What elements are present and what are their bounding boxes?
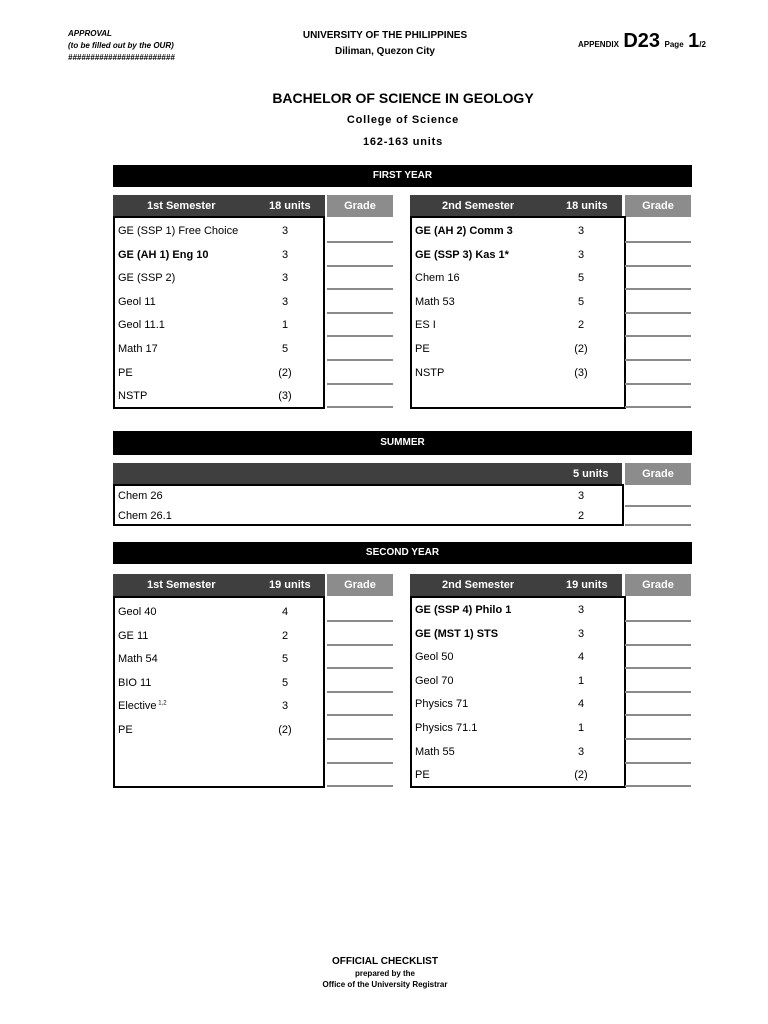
course-row (115, 602, 323, 626)
grade-header: Grade (625, 574, 691, 596)
grade-entry-line[interactable] (327, 406, 393, 408)
course-row (412, 339, 624, 363)
summer-box (113, 484, 624, 526)
grade-entry-line[interactable] (625, 785, 691, 787)
course-units: 2 (281, 629, 289, 642)
grade-entry-line[interactable] (327, 738, 393, 740)
sy-sem2-header (410, 574, 622, 596)
course-row (115, 386, 323, 410)
grade-entry-line[interactable] (327, 383, 393, 385)
course-row (412, 292, 624, 316)
course-row (115, 339, 323, 363)
fy-sem1-box (113, 216, 325, 409)
grade-entry-line[interactable] (625, 738, 691, 740)
course-units: 1 (577, 674, 585, 687)
grade-entry-line[interactable] (625, 620, 691, 622)
course-units: 1 (577, 722, 585, 734)
course-units: (2) (278, 366, 292, 379)
course-name: PE (118, 366, 133, 379)
semester-label: 1st Semester (147, 579, 216, 591)
appendix-code: D23 (623, 30, 661, 52)
course-units: 3 (577, 627, 585, 640)
course-row (412, 742, 624, 766)
course-row (115, 649, 323, 673)
course-row (115, 506, 622, 530)
course-row (412, 245, 624, 269)
course-row (412, 671, 624, 695)
university-heading (290, 28, 480, 60)
grade-header: Grade (625, 195, 691, 217)
course-name: Geol 50 (415, 651, 454, 664)
course-footnote: 1,2 (156, 700, 167, 707)
course-units: 4 (281, 606, 289, 618)
grade-entry-line[interactable] (625, 762, 691, 764)
course-row (115, 626, 323, 650)
semester-label: 1st Semester (147, 200, 216, 212)
course-name: NSTP (415, 366, 445, 379)
course-row (412, 268, 624, 292)
course-units: 3 (281, 225, 289, 237)
fy-sem2-header (410, 195, 622, 217)
course-name: GE (AH 2) Comm 3 (415, 225, 513, 237)
course-name: PE (415, 769, 430, 782)
fy-sem2-box (410, 216, 626, 409)
footer-line2: prepared by the (354, 969, 415, 978)
page-text: Page (664, 40, 684, 49)
sy-sem2-box (410, 596, 626, 788)
course-units: 5 (577, 272, 585, 285)
summer-band: SUMMER (113, 431, 692, 455)
sy-sem1-header (113, 574, 325, 596)
university-location: Diliman, Quezon City (334, 46, 435, 57)
university-name: UNIVERSITY OF THE PHILIPPINES (302, 30, 468, 41)
course-name: GE (SSP 4) Philo 1 (415, 604, 512, 616)
sy-sem1-box (113, 596, 325, 788)
course-row (412, 694, 624, 718)
grade-entry-line[interactable] (327, 335, 393, 337)
grade-entry-line[interactable] (625, 383, 691, 385)
grade-entry-line[interactable] (327, 691, 393, 693)
grade-entry-line[interactable] (327, 644, 393, 646)
course-name: Geol 11.1 (118, 319, 165, 332)
course-units: (3) (574, 366, 588, 379)
grade-entry-line[interactable] (625, 265, 691, 267)
course-name: Chem 26.1 (118, 510, 172, 522)
course-name: Chem 16 (415, 272, 460, 285)
summer-header (113, 463, 622, 485)
course-row (115, 221, 323, 245)
course-name: PE (118, 724, 133, 736)
course-units: 5 (281, 343, 289, 355)
footer (290, 956, 480, 989)
grade-entry-line[interactable] (327, 620, 393, 622)
grade-entry-line[interactable] (327, 762, 393, 764)
course-name: Geol 40 (118, 606, 157, 618)
course-units: 2 (577, 319, 585, 332)
grade-entry-line[interactable] (625, 667, 691, 669)
course-row (115, 696, 323, 720)
grade-entry-line[interactable] (625, 406, 691, 408)
course-row (412, 647, 624, 671)
course-units: 5 (281, 676, 289, 689)
grade-entry-line[interactable] (625, 714, 691, 716)
course-name: GE (SSP 3) Kas 1* (415, 248, 509, 261)
course-row (115, 268, 323, 292)
course-row (115, 673, 323, 697)
grade-entry-line[interactable] (625, 312, 691, 314)
course-row (412, 718, 624, 742)
grade-header: Grade (327, 574, 393, 596)
college-name: College of Science (346, 114, 460, 126)
page-number: 1 (688, 30, 700, 52)
course-units: 2 (577, 510, 585, 522)
grade-header: Grade (625, 463, 691, 485)
course-name: Physics 71.1 (415, 722, 478, 734)
grade-entry-line[interactable] (327, 714, 393, 716)
course-units: (2) (574, 343, 588, 355)
grade-entry-line[interactable] (625, 359, 691, 361)
course-name: Physics 71 (415, 698, 469, 711)
semester-units: 18 units (566, 200, 608, 212)
grade-entry-line[interactable] (625, 505, 691, 507)
course-row (412, 765, 624, 789)
course-units: 3 (577, 248, 585, 261)
grade-entry-line[interactable] (625, 241, 691, 243)
course-units: 3 (281, 272, 289, 285)
summer-units: 5 units (573, 468, 609, 480)
course-row (412, 363, 624, 387)
course-units: (2) (574, 769, 588, 782)
grade-entry-line[interactable] (327, 359, 393, 361)
fy-sem1-header (113, 195, 325, 217)
course-name: GE (AH 1) Eng 10 (118, 248, 209, 261)
grade-entry-line[interactable] (625, 335, 691, 337)
appendix-text: APPENDIX (578, 40, 619, 49)
semester-units: 19 units (269, 579, 311, 591)
course-name: ES I (415, 319, 436, 332)
course-name: BIO 11 (118, 676, 152, 689)
semester-units: 19 units (566, 579, 608, 591)
course-units: 3 (281, 700, 289, 713)
grade-entry-line[interactable] (625, 524, 691, 526)
course-row (412, 624, 624, 648)
semester-units: 18 units (269, 200, 311, 212)
course-row (412, 315, 624, 339)
approval-label: APPROVAL (68, 29, 112, 38)
grade-entry-line[interactable] (625, 288, 691, 290)
course-units: 4 (577, 698, 585, 711)
course-row (412, 600, 624, 624)
approval-instruction: (to be filled out by the OUR) (68, 41, 174, 50)
course-row (412, 221, 624, 245)
course-row (115, 363, 323, 387)
course-name: NSTP (118, 390, 148, 403)
course-name: Geol 11 (118, 295, 156, 308)
second-year-band: SECOND YEAR (113, 542, 692, 564)
course-units: 1 (281, 319, 289, 332)
course-name: Math 17 (118, 343, 158, 355)
course-name: GE (MST 1) STS (415, 627, 499, 640)
grade-entry-line[interactable] (327, 288, 393, 290)
footer-line3: Office of the University Registrar (322, 980, 448, 989)
grade-entry-line[interactable] (327, 265, 393, 267)
semester-label: 2nd Semester (442, 579, 515, 591)
course-name: Geol 70 (415, 674, 454, 687)
course-units: 5 (281, 653, 289, 666)
course-name: GE 11 (118, 629, 149, 642)
program-title: BACHELOR OF SCIENCE IN GEOLOGY (272, 90, 534, 106)
course-name: Math 54 (118, 653, 158, 666)
course-units: 5 (577, 295, 585, 308)
course-units: 3 (577, 490, 585, 502)
course-name: GE (SSP 2) (118, 272, 176, 285)
grade-entry-line[interactable] (327, 312, 393, 314)
course-units: (2) (278, 724, 292, 736)
course-name: PE (415, 343, 430, 355)
course-row (115, 292, 323, 316)
course-name: GE (SSP 1) Free Choice (118, 225, 239, 237)
course-units: 3 (577, 745, 585, 758)
grade-entry-line[interactable] (625, 644, 691, 646)
course-units: 3 (577, 225, 585, 237)
first-year-band: FIRST YEAR (113, 165, 692, 187)
course-name: Chem 26 (118, 490, 163, 502)
course-name: Math 53 (415, 295, 455, 308)
course-units: 3 (281, 248, 289, 261)
total-units: 162-163 units (362, 136, 444, 148)
course-units: (3) (278, 390, 292, 403)
course-row (115, 315, 323, 339)
course-row (115, 245, 323, 269)
approval-note (68, 28, 175, 64)
semester-label: 2nd Semester (442, 200, 515, 212)
grade-entry-line[interactable] (625, 691, 691, 693)
approval-placeholder: ######################## (68, 53, 175, 62)
course-name: Elective $^{1,2}$ (118, 700, 167, 713)
grade-entry-line[interactable] (327, 667, 393, 669)
course-units: 3 (281, 295, 289, 308)
course-name: Math 55 (415, 745, 455, 758)
footer-title: OFFICIAL CHECKLIST (332, 956, 438, 967)
course-row (115, 720, 323, 744)
grade-entry-line[interactable] (327, 785, 393, 787)
appendix-label (578, 30, 706, 53)
grade-header: Grade (327, 195, 393, 217)
grade-entry-line[interactable] (327, 241, 393, 243)
page-total: /2 (699, 40, 706, 49)
course-units: 4 (577, 651, 585, 664)
course-units: 3 (577, 604, 585, 616)
